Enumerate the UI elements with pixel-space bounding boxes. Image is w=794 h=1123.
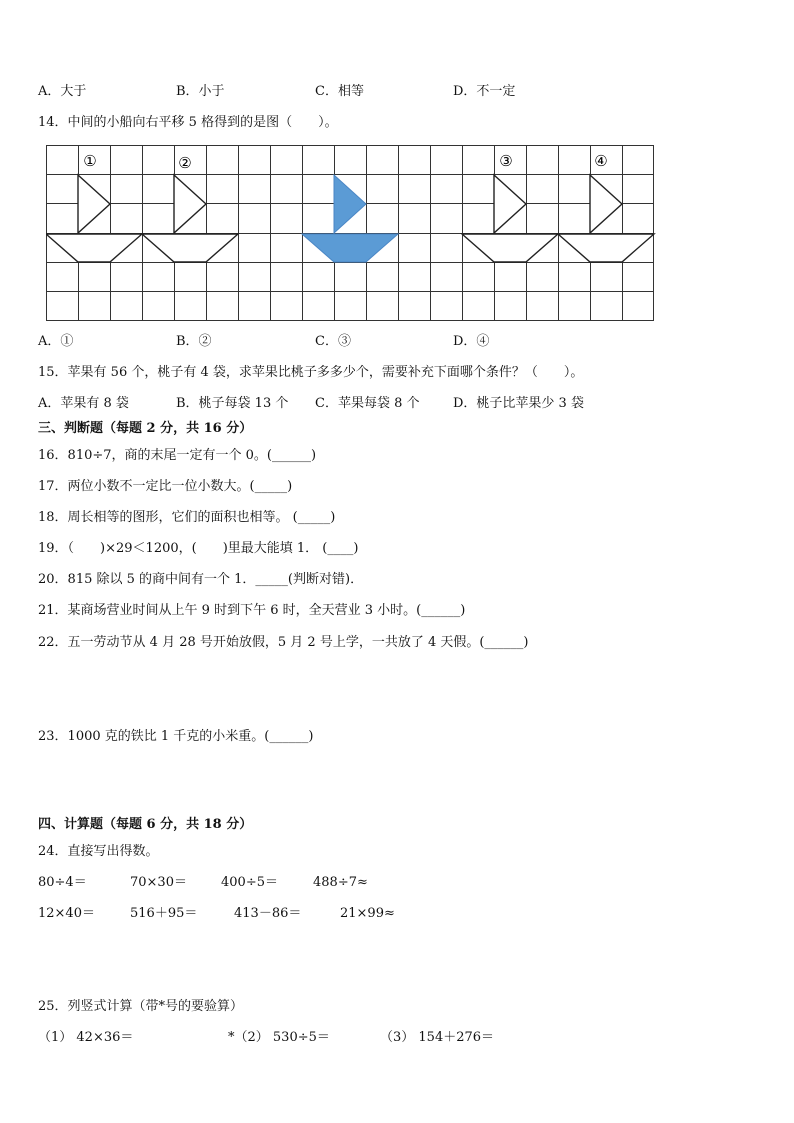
ship-2-hull: [142, 234, 238, 262]
q16-item: 16．810÷7，商的末尾一定有一个 0。(______): [38, 448, 317, 463]
q15-option-a: A．苹果有 8 袋: [38, 396, 129, 411]
q24-expr-4: 488÷7≈: [313, 875, 368, 890]
q24-expr-6: 516＋95＝: [130, 906, 198, 921]
q23-item: 23．1000 克的铁比 1 千克的小米重。(______): [38, 729, 314, 744]
ship-1-hull: [46, 234, 142, 262]
ship-2-sail: [174, 175, 206, 233]
ship-middle-hull: [302, 234, 398, 262]
q18-item: 18．周长相等的图形，它们的面积也相等。 (_____): [38, 510, 336, 525]
section-3-title: 三、判断题（每题 2 分，共 16 分）: [38, 421, 253, 436]
figure-label-1: ①: [83, 152, 97, 170]
q19-item: 19．（ )×29＜1200，( )里最大能填 1． (____): [38, 541, 359, 556]
q24-expr-7: 413－86＝: [234, 906, 302, 921]
q13-option-a: A．大于: [38, 84, 87, 99]
q17-item: 17．两位小数不一定比一位小数大。(_____): [38, 479, 293, 494]
ship-1-sail: [78, 175, 110, 233]
q22-item: 22．五一劳动节从 4 月 28 号开始放假，5 月 2 号上学，一共放了 4 天假。(______): [38, 635, 529, 650]
q25-item-2: *（2） 530÷5＝: [228, 1030, 330, 1045]
q24-expr-3: 400÷5＝: [221, 875, 278, 890]
q15-option-b: B．桃子每袋 13 个: [176, 396, 289, 411]
figure-label-2: ②: [178, 154, 192, 172]
ship-middle: [302, 175, 398, 262]
q20-item: 20．815 除以 5 的商中间有一个 1．_____(判断对错)．: [38, 572, 364, 587]
q14-option-c: C．③: [315, 334, 351, 349]
figure-label-4: ④: [594, 152, 608, 170]
q24-expr-5: 12×40＝: [38, 906, 95, 921]
ship-3-sail: [494, 175, 526, 233]
grid-lines: [46, 145, 654, 321]
q24-stem: 24．直接写出得数。: [38, 844, 159, 859]
ship-4-hull: [558, 234, 654, 262]
q25-stem: 25．列竖式计算（带*号的要验算）: [38, 999, 244, 1014]
ship-3-hull: [462, 234, 558, 262]
q15-option-d: D．桃子比苹果少 3 袋: [453, 396, 584, 411]
q15-stem: 15．苹果有 56 个，桃子有 4 袋，求苹果比桃子多多少个，需要补充下面哪个条件？（ ）。: [38, 365, 584, 380]
q24-expr-1: 80÷4＝: [38, 875, 87, 890]
q15-option-c: C．苹果每袋 8 个: [315, 396, 420, 411]
q25-item-3: （3） 154＋276＝: [380, 1030, 495, 1045]
q13-option-d: D．不一定: [453, 84, 516, 99]
ship-grid-figure: [46, 145, 656, 322]
figure-label-3: ③: [499, 152, 513, 170]
q24-expr-2: 70×30＝: [130, 875, 187, 890]
q14-option-a: A．①: [38, 334, 74, 349]
section-4-title: 四、计算题（每题 6 分，共 18 分）: [38, 817, 253, 832]
ship-2: [142, 175, 238, 262]
ship-4-sail: [590, 175, 622, 233]
ship-4: [558, 175, 654, 262]
q14-option-b: B．②: [176, 334, 212, 349]
ship-1: [46, 175, 142, 262]
ship-middle-sail: [334, 175, 366, 233]
q24-expr-8: 21×99≈: [340, 906, 395, 921]
q25-item-1: （1） 42×36＝: [38, 1030, 134, 1045]
q21-item: 21．某商场营业时间从上午 9 时到下午 6 时，全天营业 3 小时。(______): [38, 603, 466, 618]
q14-stem: 14．中间的小船向右平移 5 格得到的是图（ ）。: [38, 115, 338, 130]
q13-option-c: C．相等: [315, 84, 364, 99]
ship-3: [462, 175, 558, 262]
q14-option-d: D．④: [453, 334, 490, 349]
q13-option-b: B．小于: [176, 84, 225, 99]
